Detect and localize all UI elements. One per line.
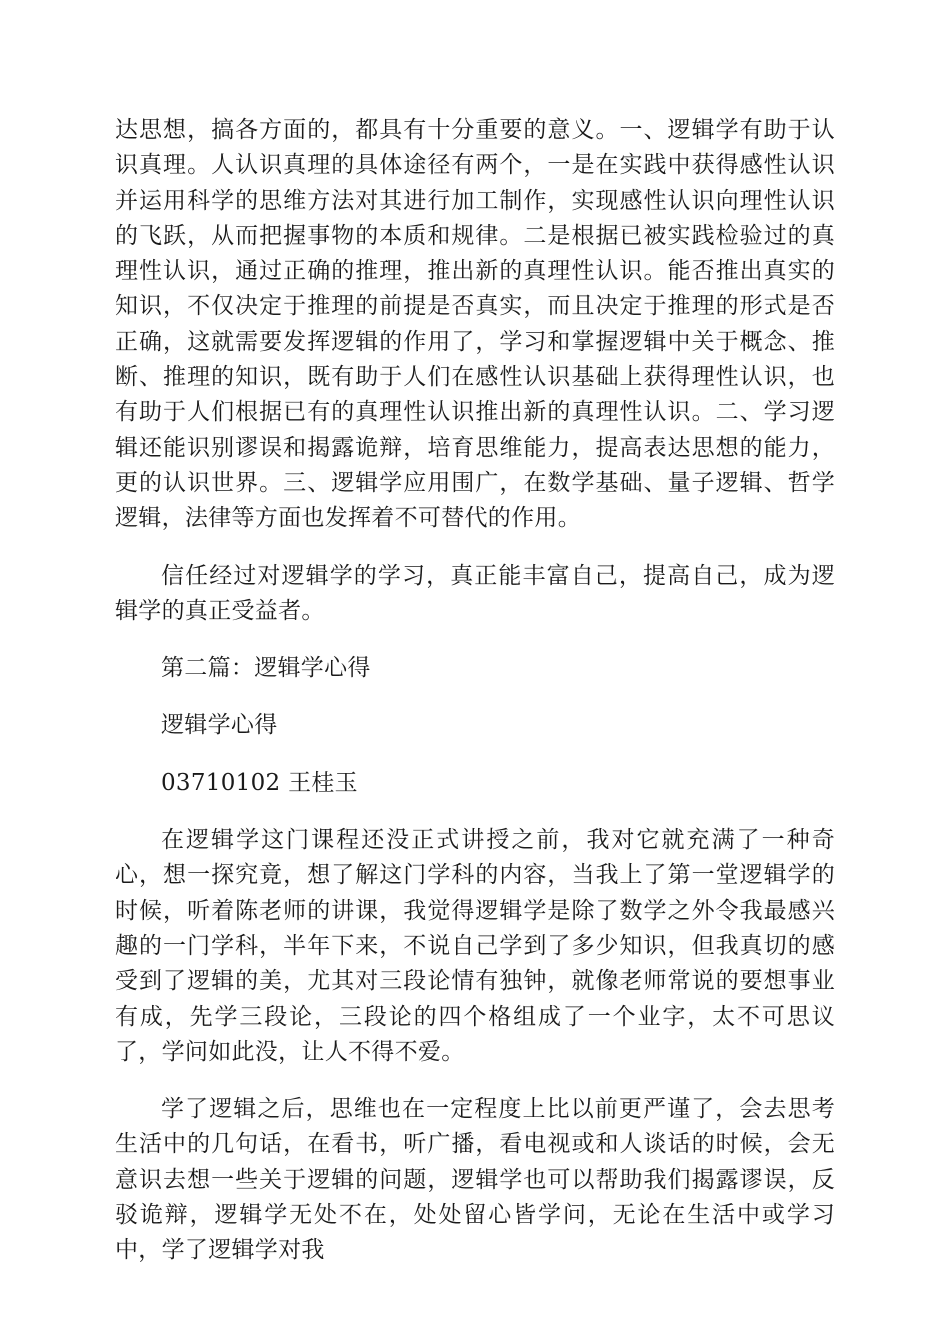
section-title: 第二篇：逻辑学心得 — [161, 655, 371, 682]
paragraph-conclusion: 信任经过对逻辑学的学习，真正能丰富自己，提高自己，成为逻辑学的真正受益者。 — [115, 562, 835, 624]
essay-title: 逻辑学心得 — [161, 712, 278, 739]
body-paragraph-1: 在逻辑学这门课程还没正式讲授之前，我对它就充满了一种奇心，想一探究竟，想了解这门学科的内容，当我上了第一堂逻辑学的时候，听着陈老师的讲课，我觉得逻辑学是除了数学之外令我最感兴趣的一门学科，半年下来，不说自己学到了多少知识，但我真切的感受到了逻辑的美，尤其对三段论情有独钟，就像老师常说的要想事业有成，先学三段论，三段论的四个格组成了一个业字，太不可思议了，学问如此没，让人不得不爱。 — [115, 827, 835, 1065]
body-paragraph-2: 学了逻辑之后，思维也在一定程度上比以前更严谨了，会去思考生活中的几句话，在看书，听广播，看电视或和人谈话的时候，会无意识去想一些关于逻辑的问题，逻辑学也可以帮助我们揭露谬误，反驳诡辩，逻辑学无处不在，处处留心皆学问，无论在生活中或学习中，学了逻辑学对我 — [115, 1096, 835, 1264]
author-line: 03710102 王桂玉 — [161, 769, 358, 796]
document-body — [115, 113, 835, 1291]
paragraph-continuation: 达思想，搞各方面的，都具有十分重要的意义。一、逻辑学有助于认识真理。人认识真理的具体途径有两个，一是在实践中获得感性认识并运用科学的思维方法对其进行加工制作，实现感性认识向理性认识的飞跃，从而把握事物的本质和规律。二是根据已被实践检验过的真理性认识，通过正确的推理，推出新的真理性认识。能否推出真实的知识，不仅决定于推理的前提是否真实，而且决定于推理的形式是否正确，这就需要发挥逻辑的作用了，学习和掌握逻辑中关于概念、推断、推理的知识，既有助于人们在感性认识基础上获得理性认识，也有助于人们根据已有的真理性认识推出新的真理性认识。二、学习逻辑还能识别谬误和揭露诡辩，培育思维能力，提高表达思想的能力，更的认识世界。三、逻辑学应用围广，在数学基础、量子逻辑、哲学逻辑，法律等方面也发挥着不可替代的作用。 — [115, 117, 835, 532]
